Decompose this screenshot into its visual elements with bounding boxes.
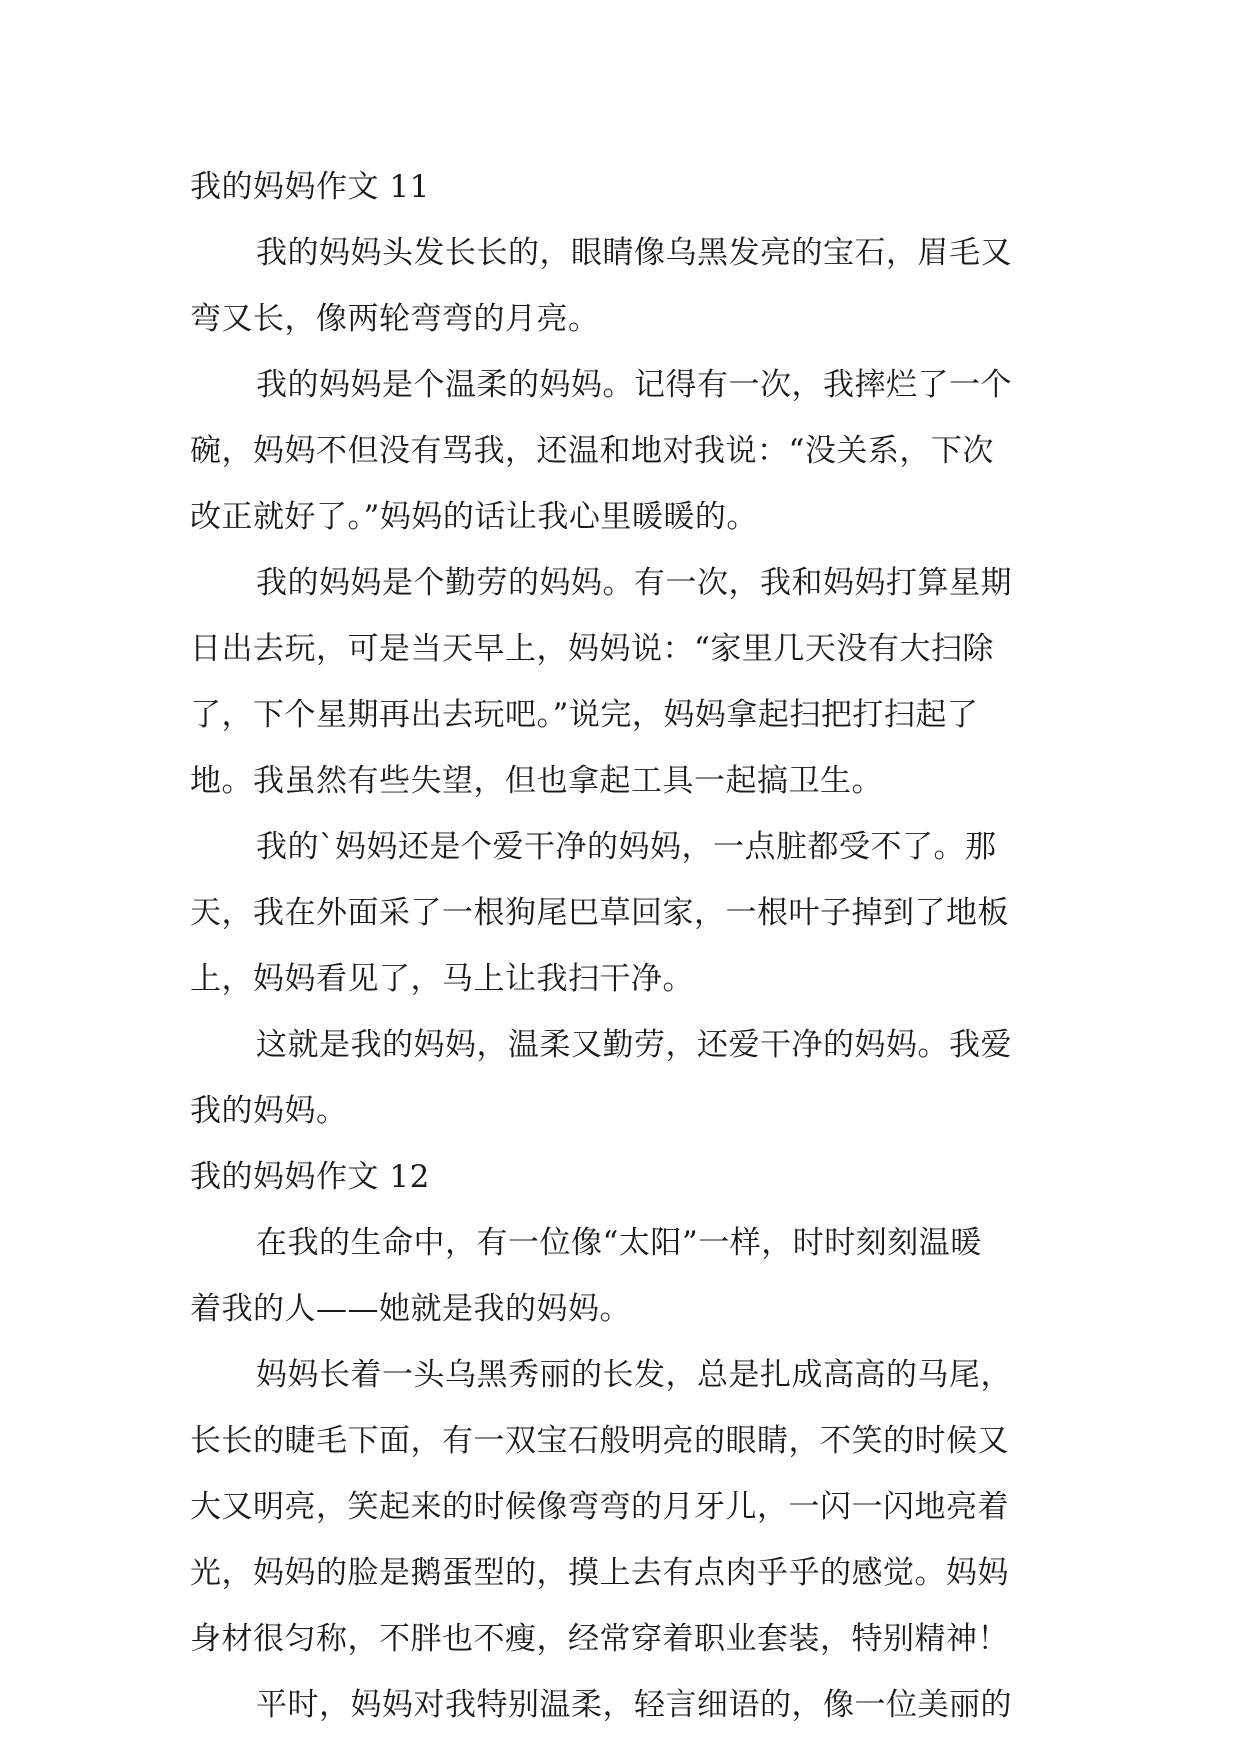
paragraph-line: 我的妈妈。 xyxy=(190,1093,348,1129)
paragraph-line: 弯又长，像两轮弯弯的月亮。 xyxy=(190,301,600,337)
essay-title-12: 我的妈妈作文 12 xyxy=(190,1159,430,1195)
paragraph-line: 着我的人——她就是我的妈妈。 xyxy=(190,1291,631,1327)
paragraph-line: 碗，妈妈不但没有骂我，还温和地对我说：“没关系，下次 xyxy=(190,433,994,469)
paragraph-line: 我的`妈妈还是个爱干净的妈妈，一点脏都受不了。那 xyxy=(256,829,997,865)
paragraph-line: 在我的生命中，有一位像“太阳”一样，时时刻刻温暖 xyxy=(256,1225,982,1261)
paragraph-line: 光，妈妈的脸是鹅蛋型的，摸上去有点肉乎乎的感觉。妈妈 xyxy=(190,1555,1009,1591)
paragraph-line: 我的妈妈是个温柔的妈妈。记得有一次，我摔烂了一个 xyxy=(256,367,1012,403)
paragraph-line: 上，妈妈看见了，马上让我扫干净。 xyxy=(190,961,694,997)
document-page xyxy=(190,154,1060,1738)
paragraph-line: 日出去玩，可是当天早上，妈妈说：“家里几天没有大扫除 xyxy=(190,631,994,667)
paragraph-line: 天，我在外面采了一根狗尾巴草回家，一根叶子掉到了地板 xyxy=(190,895,1009,931)
paragraph-line: 这就是我的妈妈，温柔又勤劳，还爱干净的妈妈。我爱 xyxy=(256,1027,1012,1063)
paragraph-line: 我的妈妈头发长长的，眼睛像乌黑发亮的宝石，眉毛又 xyxy=(256,235,1012,271)
paragraph-line: 大又明亮，笑起来的时候像弯弯的月牙儿，一闪一闪地亮着 xyxy=(190,1489,1009,1525)
paragraph-line: 我的妈妈是个勤劳的妈妈。有一次，我和妈妈打算星期 xyxy=(256,565,1012,601)
paragraph-line: 了，下个星期再出去玩吧。”说完，妈妈拿起扫把打扫起了 xyxy=(190,697,979,733)
paragraph-line: 改正就好了。”妈妈的话让我心里暖暖的。 xyxy=(190,499,758,535)
essay-title-11: 我的妈妈作文 11 xyxy=(190,169,430,205)
paragraph-line: 妈妈长着一头乌黑秀丽的长发，总是扎成高高的马尾， xyxy=(256,1357,1012,1393)
paragraph-line: 地。我虽然有些失望，但也拿起工具一起搞卫生。 xyxy=(190,763,883,799)
paragraph-line: 平时，妈妈对我特别温柔，轻言细语的，像一位美丽的 xyxy=(256,1687,1012,1723)
paragraph-line: 长长的睫毛下面，有一双宝石般明亮的眼睛，不笑的时候又 xyxy=(190,1423,1009,1459)
paragraph-line: 身材很匀称，不胖也不瘦，经常穿着职业套装，特别精神！ xyxy=(190,1621,1009,1657)
